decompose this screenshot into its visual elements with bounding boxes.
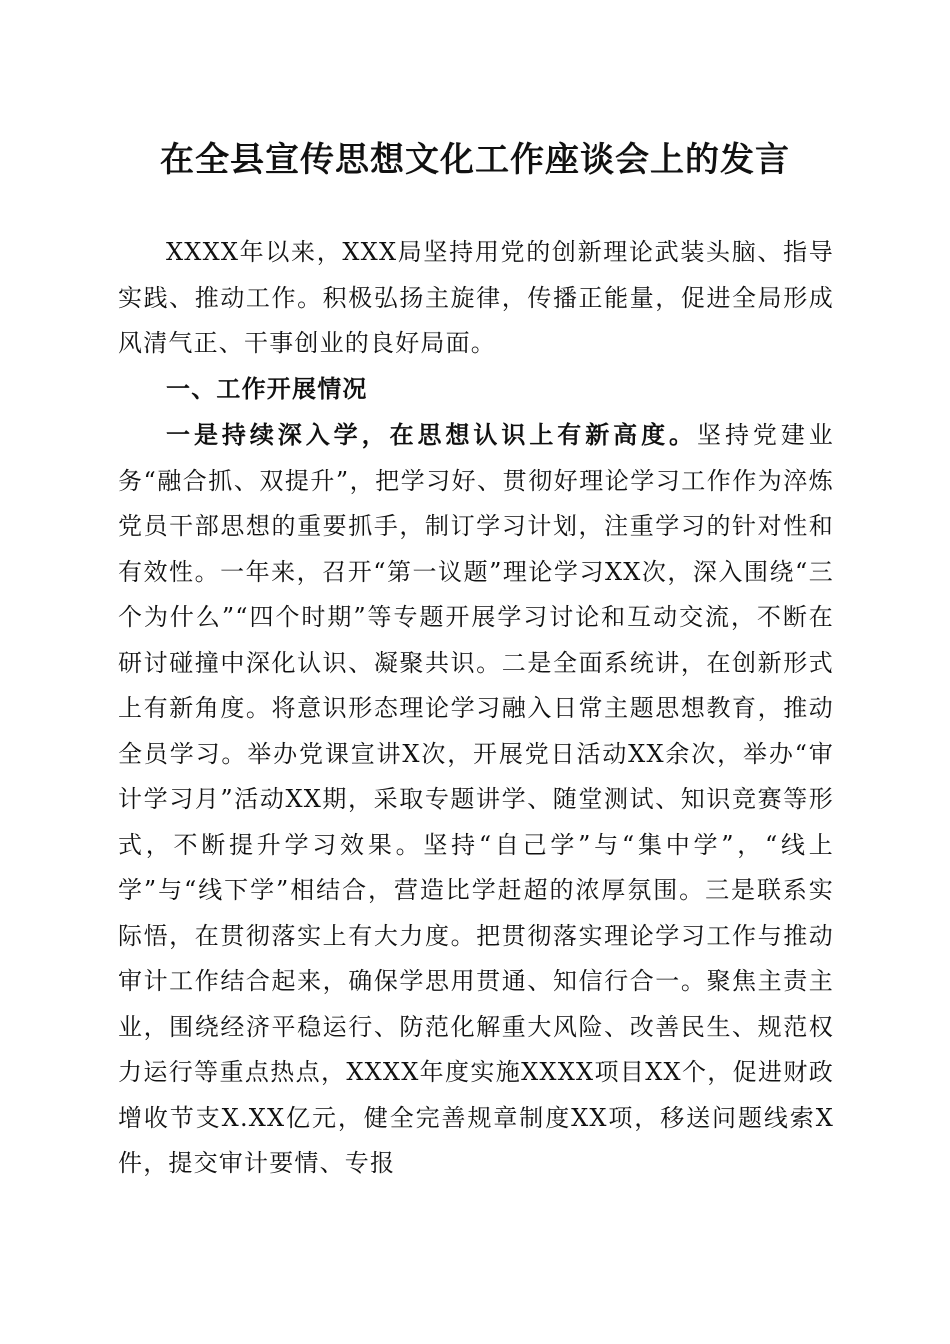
section-heading: 一、工作开展情况 <box>166 374 368 403</box>
paragraph-lead: 一是持续深入学，在思想认识上有新高度。 <box>166 420 697 449</box>
paragraph-body: 坚持党建业务“融合抓、双提升”，把学习好、贯彻好理论学习工作作为淬炼党员干部思想的重要抓手，制订学习计划，注重学习的针对性和有效性。一年来，召开“第一议题”理论学习XX次，深入围绕“三个为什么”“四个时期”等专题开展学习讨论和互动交流，不断在研讨碰撞中深化认识、凝聚共识。二是全面系统讲，在创新形式上有新角度。将意识形态理论学习融入日常主题思想教育，推动全员学习。举办党课宣讲X次，开展党日活动XX余次，举办“审计学习月”活动XX期，采取专题讲学、随堂测试、知识竞赛等形式，不断提升学习效果。坚持“自己学”与“集中学”，“线上学”与“线下学”相结合，营造比学赶超的浓厚氛围。三是联系实际悟，在贯彻落实上有大力度。把贯彻落实理论学习工作与推动审计工作结合起来，确保学思用贯通、知信行合一。聚焦主责主业，围绕经济平稳运行、防范化解重大风险、改善民生、规范权力运行等重点热点，XXXX年度实施XXXX项目XX个，促进财政增收节支X.XX亿元，健全完善规章制度XX项，移送问题线索X件，提交审计要情、专报 <box>118 421 834 1177</box>
document-body <box>118 230 834 1187</box>
intro-paragraph: XXXX年以来，XXX局坚持用党的创新理论武装头脑、指导实践、推动工作。积极弘扬主旋律，传播正能量，促进全局形成风清气正、干事创业的良好局面。 <box>118 238 834 357</box>
section-paragraph <box>118 412 834 1187</box>
document-title: 在全县宣传思想文化工作座谈会上的发言 <box>160 140 790 180</box>
